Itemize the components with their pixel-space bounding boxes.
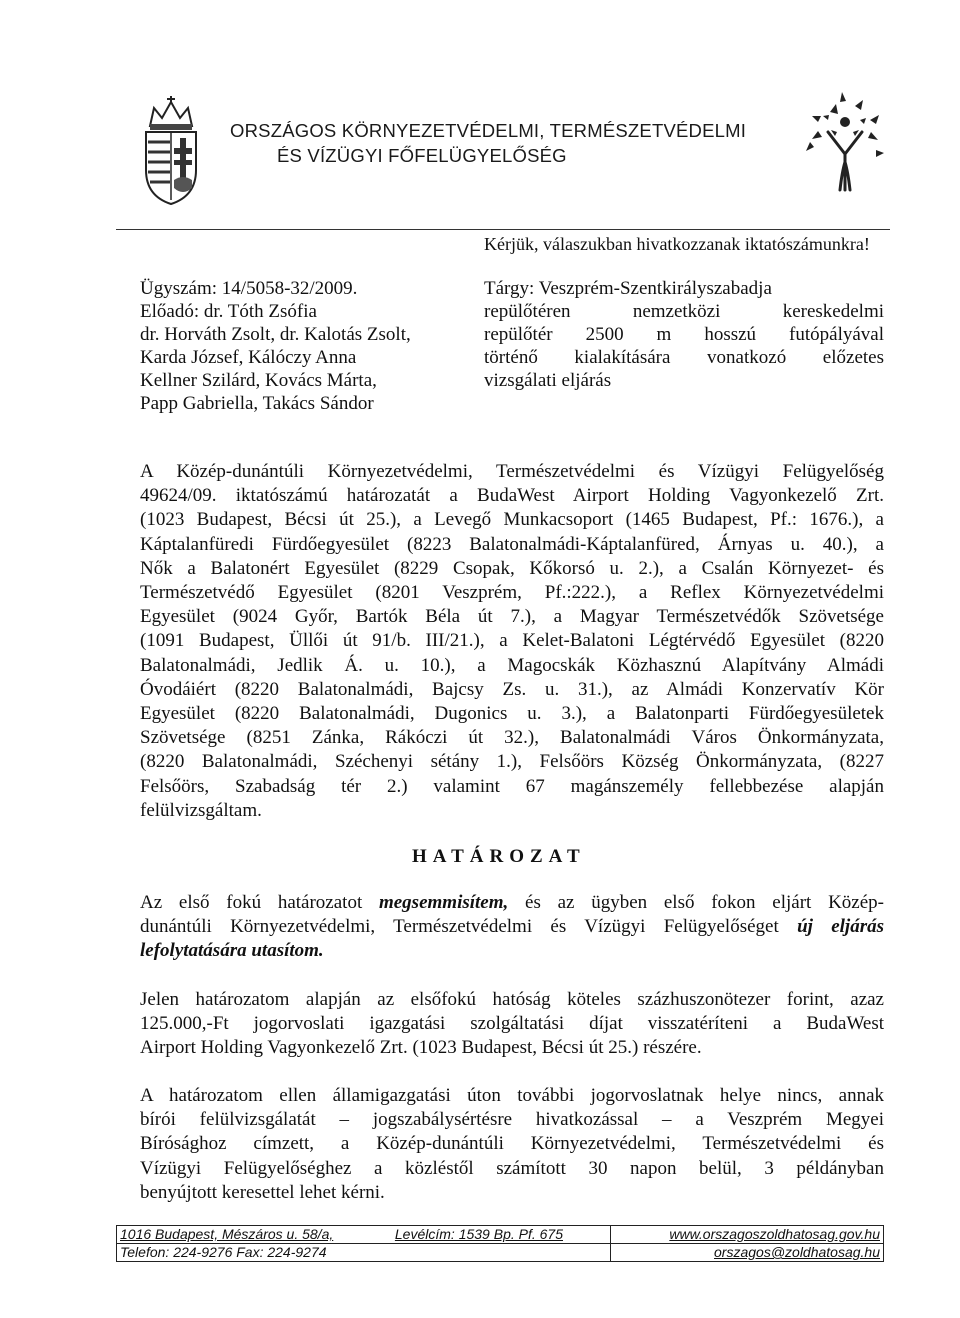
- decision-line: [140, 939, 884, 963]
- reference-request: Kérjük, válaszukban hivatkozzanak iktatószámunkra!: [484, 234, 870, 254]
- decision-line: Bírósághoz címzett, a Közép-dunántúli Környezetvédelmi, Természetvédelmi és: [140, 1133, 884, 1155]
- case-officers-line: Papp Gabriella, Takács Sándor: [140, 393, 374, 414]
- case-block: [140, 277, 411, 415]
- intro-line: Káptalanfüredi Fürdőegyesület (8223 Balatonalmádi-Káptalanfüred, Árnyas u. 40.), a: [140, 533, 884, 555]
- intro-line: Szövetsége (8251 Zánka, Rákóczi út 32.), Balatonalmádi Város Önkormányzata,: [140, 727, 884, 749]
- decision-heading: HATÁROZAT: [412, 846, 586, 867]
- intro-line: (8220 Balatonalmádi, Széchenyi sétány 1.), Felsőörs Község Önkormányzata, (8227: [140, 751, 884, 773]
- case-number: Ügyszám: 14/5058-32/2009.: [140, 278, 358, 299]
- intro-line: Egyesület (9024 Győr, Bartók Béla út 7.), a Magyar Természetvédők Szövetsége: [140, 606, 884, 628]
- org-name-line1: ORSZÁGOS KÖRNYEZETVÉDELMI, TERMÉSZETVÉDELMI: [230, 120, 747, 141]
- subject-line: Tárgy: Veszprém-Szentkirályszabadja: [484, 278, 772, 299]
- text-run: és az ügyben első fokon eljárt Közép-: [508, 892, 884, 913]
- subject-line: repülőtér 2500 m hosszú futópályával: [484, 324, 884, 345]
- decision-paragraph-1: [140, 891, 884, 964]
- decision-line: [140, 915, 884, 939]
- intro-line: (1023 Budapest, Bécsi út 25.), a Levegő Munkacsoport (1465 Budapest, Pf.: 1676.), a: [140, 509, 884, 531]
- case-officer: Előadó: dr. Tóth Zsófia: [140, 301, 317, 322]
- subject-line: repülőtéren nemzetközi kereskedelmi: [484, 301, 884, 322]
- subject-block: [484, 277, 884, 392]
- decision-line: [140, 891, 884, 915]
- decision-paragraph-2: [140, 988, 884, 1061]
- case-officers-line: dr. Horváth Zsolt, dr. Kalotás Zsolt,: [140, 324, 411, 345]
- decision-paragraph-3: [140, 1084, 884, 1205]
- header-rule: [116, 229, 890, 230]
- decision-line: bírói felülvizsgálatát – jogszabálysértésre hivatkozással – a Veszprém Megyei: [140, 1109, 884, 1131]
- intro-line: (1091 Budapest, Üllői út 91/b. III/21.), a Kelet-Balatoni Légtérvédő Egyesület (8220: [140, 630, 884, 652]
- text-run: dunántúli Környezetvédelmi, Természetvédelmi és Vízügyi Felügyelőséget: [140, 916, 798, 938]
- new-procedure-phrase: új eljárás: [797, 916, 884, 938]
- footer-contact-table: [116, 1225, 884, 1262]
- case-officers-line: Kellner Szilárd, Kovács Márta,: [140, 370, 377, 391]
- subject-line: történő kialakítására vonatkozó előzetes: [484, 347, 884, 368]
- intro-line: Balatonalmádi, Jedlik Á. u. 10.), a Magocskák Közhasznú Alapítvány Almádi: [140, 654, 884, 676]
- intro-line: Felsőörs, Szabadság tér 2.) valamint 67 magánszemély fellebbezése alapján: [140, 775, 884, 797]
- annul-phrase: megsemmisítem,: [378, 892, 509, 913]
- decision-line: benyújtott keresettel lehet kérni.: [140, 1181, 385, 1203]
- decision-line: Vízügyi Felügyelőséghez a közléstől számított 30 napon belül, 3 példányban: [140, 1157, 884, 1179]
- intro-line: Természetvédő Egyesület (8201 Veszprém, Pf.:222.), a Reflex Környezetvédelmi: [140, 582, 884, 604]
- intro-line: felülvizsgáltam.: [140, 799, 262, 821]
- intro-line: Egyesület (8220 Balatonalmádi, Dugonics u. 3.), a Balatonparti Fürdőegyesületek: [140, 703, 884, 725]
- footer-email-link[interactable]: orszagos@zoldhatosag.hu: [611, 1244, 884, 1262]
- decision-line: A határozatom ellen államigazgatási úton további jogorvoslatnak helye nincs, annak: [140, 1085, 884, 1106]
- instruction-phrase: lefolytatására utasítom.: [140, 940, 324, 962]
- hungarian-coat-of-arms-icon: [140, 96, 202, 206]
- footer-postal-address: Levélcím: 1539 Bp. Pf. 675: [392, 1226, 611, 1244]
- case-officers-line: Karda József, Kálóczy Anna: [140, 347, 357, 368]
- intro-line: Nők a Balatonért Egyesület (8229 Csopak, Kőkorsó u. 2.), a Csalán Környezet- és: [140, 557, 884, 579]
- decision-line: Jelen határozatom alapján az elsőfokú hatóság köteles százhuszonötezer forint, azaz: [140, 989, 884, 1010]
- footer-phone-fax: Telefon: 224-9276 Fax: 224-9274: [117, 1244, 611, 1262]
- org-name-line2: ÉS VÍZÜGYI FŐFELÜGYELŐSÉG: [277, 145, 567, 166]
- intro-line: 49624/09. iktatószámú határozatát a BudaWest Airport Holding Vagyonkezelő Zrt.: [140, 485, 884, 507]
- tree-logo-icon: [800, 92, 890, 192]
- decision-line: Airport Holding Vagyonkezelő Zrt. (1023 Budapest, Bécsi út 25.) részére.: [140, 1037, 702, 1059]
- intro-line: Óvodáiért (8220 Balatonalmádi, Bajcsy Zs. u. 31.), az Almádi Konzervatív Kör: [140, 678, 884, 700]
- intro-line: A Közép-dunántúli Környezetvédelmi, Természetvédelmi és Vízügyi Felügyelőség: [140, 461, 884, 482]
- subject-line: vizsgálati eljárás: [484, 370, 612, 391]
- intro-paragraph: [140, 460, 884, 823]
- text-run: Az első fokú határozatot: [140, 892, 379, 913]
- footer-address: 1016 Budapest, Mészáros u. 58/a,: [117, 1226, 392, 1244]
- decision-line: 125.000,-Ft jogorvoslati igazgatási szolgáltatási díjat visszatéríteni a BudaWest: [140, 1013, 884, 1035]
- footer-website-link[interactable]: www.orszagoszoldhatosag.gov.hu: [611, 1226, 884, 1244]
